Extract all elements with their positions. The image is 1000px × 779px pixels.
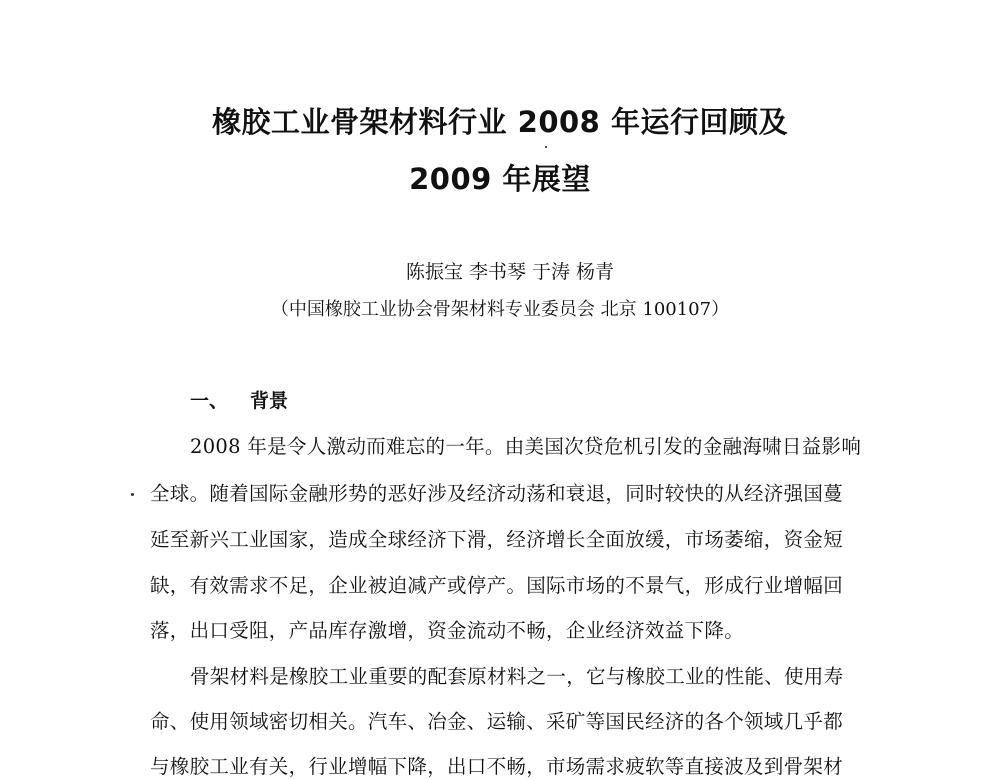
- scan-speck: [545, 146, 547, 148]
- paragraph-2-line: 与橡胶工业有关，行业增幅下降，出口不畅，市场需求疲软等直接波及到骨架材: [150, 755, 844, 778]
- paragraph-2-line: 命、使用领域密切相关。汽车、冶金、运输、采矿等国民经济的各个领域几乎都: [150, 710, 844, 733]
- paragraph-1-line: 延至新兴工业国家，造成全球经济下滑，经济增长全面放缓，市场萎缩，资金短: [150, 528, 844, 551]
- section-title: 背景: [250, 390, 289, 412]
- scan-speck: [131, 493, 134, 496]
- section-number: 一、: [190, 390, 229, 412]
- section-heading: [190, 386, 288, 413]
- document-title-line-2: 2009 年展望: [409, 162, 591, 196]
- document-title-line-1: 橡胶工业骨架材料行业 2008 年运行回顾及: [212, 105, 788, 139]
- paragraph-1-line: 2008 年是令人激动而难忘的一年。由美国次贷危机引发的金融海啸日益影响: [190, 435, 862, 458]
- document-affiliation: （中国橡胶工业协会骨架材料专业委员会 北京 100107）: [270, 299, 730, 320]
- paragraph-2-line: 骨架材料是橡胶工业重要的配套原材料之一，它与橡胶工业的性能、使用寿: [190, 665, 844, 688]
- document-authors: 陈振宝 李书琴 于涛 杨青: [405, 261, 615, 283]
- paragraph-1-line: 全球。随着国际金融形势的恶好涉及经济动荡和衰退，同时较快的从经济强国蔓: [150, 482, 844, 505]
- paragraph-1-line: 落，出口受阻，产品库存激增，资金流动不畅，企业经济效益下降。: [150, 619, 745, 642]
- paragraph-1-line: 缺，有效需求不足，企业被迫减产或停产。国际市场的不景气，形成行业增幅回: [150, 574, 844, 597]
